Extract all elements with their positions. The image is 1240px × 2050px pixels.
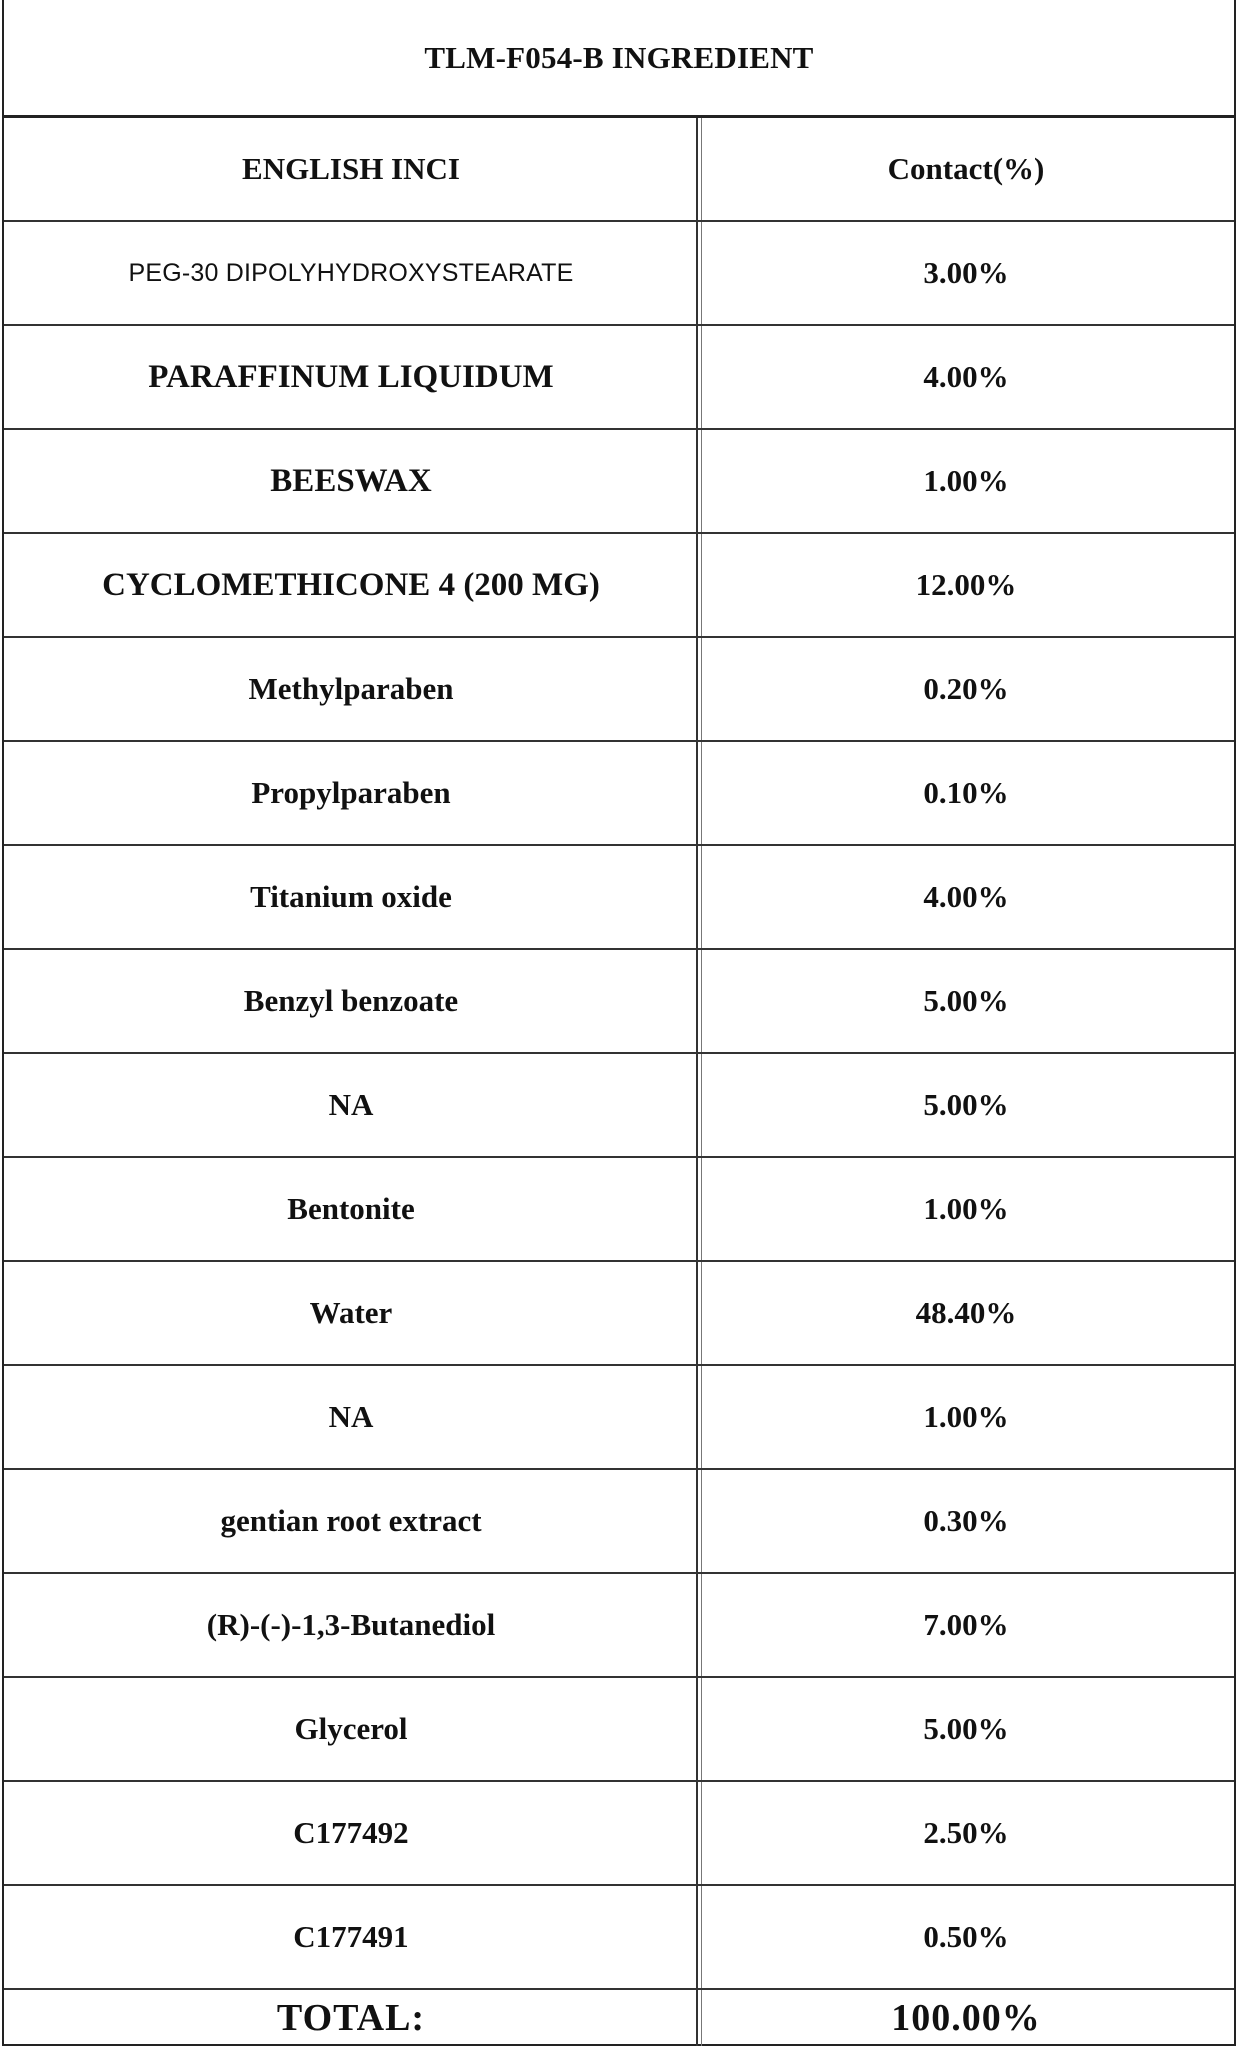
ingredient-percent: 1.00% (923, 1191, 1009, 1226)
ingredient-name: Glycerol (294, 1711, 408, 1746)
ingredient-name: C177492 (293, 1815, 409, 1850)
table-row (4, 1782, 1234, 1886)
total-label: TOTAL: (276, 1997, 426, 2039)
ingredient-percent: 1.00% (923, 463, 1009, 498)
ingredient-percent: 4.00% (923, 359, 1009, 394)
table-row (4, 1262, 1234, 1366)
total-row (4, 1990, 1234, 2046)
ingredient-percent: 0.10% (923, 775, 1009, 810)
ingredient-name: NA (328, 1399, 374, 1434)
table-row (4, 326, 1234, 430)
ingredient-percent: 0.50% (923, 1919, 1009, 1954)
table-row (4, 1886, 1234, 1990)
ingredient-name: PARAFFINUM LIQUIDUM (148, 358, 554, 395)
table-row (4, 1054, 1234, 1158)
ingredient-percent: 3.00% (923, 255, 1009, 290)
table-header-row (4, 118, 1234, 222)
ingredient-name: Methylparaben (248, 671, 454, 706)
ingredient-percent: 4.00% (923, 879, 1009, 914)
ingredient-percent: 0.30% (923, 1503, 1009, 1538)
document-title: TLM-F054-B INGREDIENT (4, 0, 1234, 118)
table-row (4, 742, 1234, 846)
ingredient-name: PEG-30 DIPOLYHYDROXYSTEARATE (128, 258, 574, 287)
table-row (4, 950, 1234, 1054)
table-row (4, 638, 1234, 742)
ingredient-percent: 0.20% (923, 671, 1009, 706)
ingredient-name: Water (309, 1295, 393, 1330)
ingredient-percent: 48.40% (915, 1295, 1017, 1330)
table-row (4, 1470, 1234, 1574)
header-english-inci: ENGLISH INCI (242, 151, 460, 186)
ingredient-name: Propylparaben (251, 775, 451, 810)
ingredient-name: BEESWAX (270, 462, 432, 499)
ingredient-sheet (2, 0, 1236, 2046)
table-row (4, 1158, 1234, 1262)
ingredient-name: C177491 (293, 1919, 409, 1954)
header-contact-percent: Contact(%) (887, 151, 1045, 186)
ingredient-name: gentian root extract (220, 1503, 482, 1538)
ingredient-name: (R)-(-)-1,3-Butanediol (206, 1607, 496, 1642)
ingredient-percent: 12.00% (915, 567, 1017, 602)
ingredient-percent: 5.00% (923, 983, 1009, 1018)
ingredient-percent: 5.00% (923, 1711, 1009, 1746)
ingredient-percent: 7.00% (923, 1607, 1009, 1642)
table-row (4, 222, 1234, 326)
table-row (4, 1366, 1234, 1470)
ingredient-percent: 1.00% (923, 1399, 1009, 1434)
ingredient-percent: 2.50% (923, 1815, 1009, 1850)
total-value: 100.00% (891, 1997, 1041, 2039)
table-row (4, 1574, 1234, 1678)
table-row (4, 1678, 1234, 1782)
ingredient-percent: 5.00% (923, 1087, 1009, 1122)
ingredient-name: Bentonite (287, 1191, 415, 1226)
ingredient-table (4, 118, 1234, 2046)
ingredient-name: NA (328, 1087, 374, 1122)
table-row (4, 534, 1234, 638)
ingredient-name: CYCLOMETHICONE 4 (200 MG) (102, 566, 600, 603)
table-row (4, 846, 1234, 950)
table-row (4, 430, 1234, 534)
ingredient-name: Titanium oxide (250, 879, 452, 914)
ingredient-name: Benzyl benzoate (243, 983, 459, 1018)
